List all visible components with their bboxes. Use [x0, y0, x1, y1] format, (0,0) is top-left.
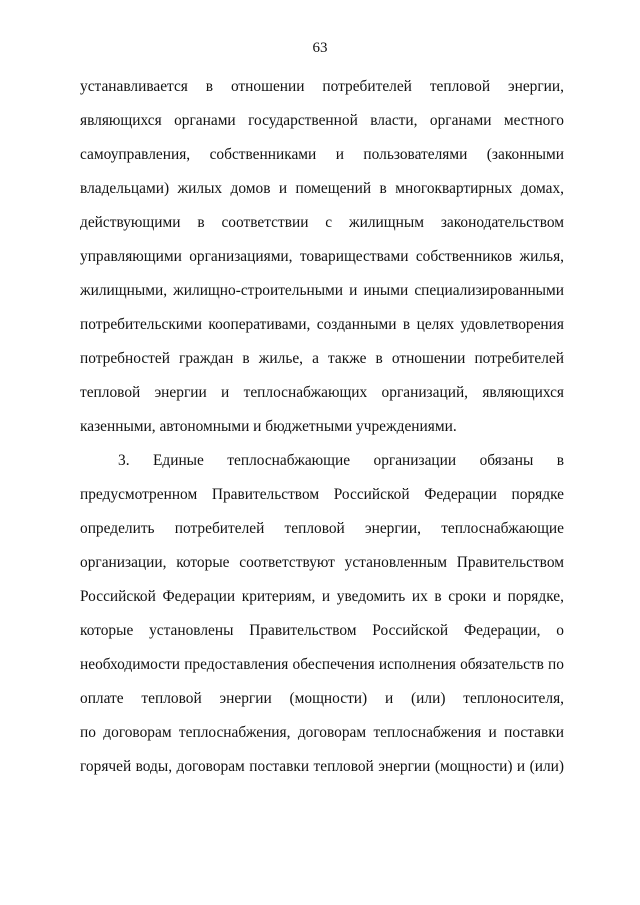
text-line: определить потребителей тепловой энергии, теплоснабжающие	[80, 520, 564, 537]
text-line: организации, которые соответствуют установленным Правительством	[80, 554, 564, 571]
text-line: устанавливается в отношении потребителей тепловой энергии,	[80, 78, 564, 95]
text-line: управляющими организациями, товариществами собственников жилья,	[80, 248, 564, 265]
text-line: оплате тепловой энергии (мощности) и (или) теплоносителя,	[80, 690, 564, 707]
document-body	[80, 70, 564, 784]
page-number: 63	[312, 40, 328, 56]
text-line: по договорам теплоснабжения, договорам теплоснабжения и поставки	[80, 724, 564, 741]
text-line: самоуправления, собственниками и пользователями (законными	[80, 146, 564, 163]
text-line: действующими в соответствии с жилищным законодательством	[80, 214, 564, 231]
text-line: горячей воды, договорам поставки тепловой энергии (мощности) и (или)	[80, 758, 564, 775]
text-line: потребительскими кооперативами, созданными в целях удовлетворения	[80, 316, 564, 333]
text-line: являющихся органами государственной власти, органами местного	[80, 112, 564, 129]
text-line: которые установлены Правительством Российской Федерации, о	[80, 622, 564, 639]
text-line: жилищными, жилищно-строительными и иными специализированными	[80, 282, 564, 299]
paragraph-start-line: 3. Единые теплоснабжающие организации обязаны в	[118, 452, 564, 469]
text-line: тепловой энергии и теплоснабжающих организаций, являющихся	[80, 384, 564, 401]
text-line: предусмотренном Правительством Российской Федерации порядке	[80, 486, 564, 503]
text-line: необходимости предоставления обеспечения исполнения обязательств по	[80, 656, 564, 673]
text-line: потребностей граждан в жилье, а также в отношении потребителей	[80, 350, 564, 367]
text-line: владельцами) жилых домов и помещений в многоквартирных домах,	[80, 180, 564, 197]
text-line: казенными, автономными и бюджетными учреждениями.	[80, 418, 457, 435]
text-line: Российской Федерации критериям, и уведомить их в сроки и порядке,	[80, 588, 564, 605]
